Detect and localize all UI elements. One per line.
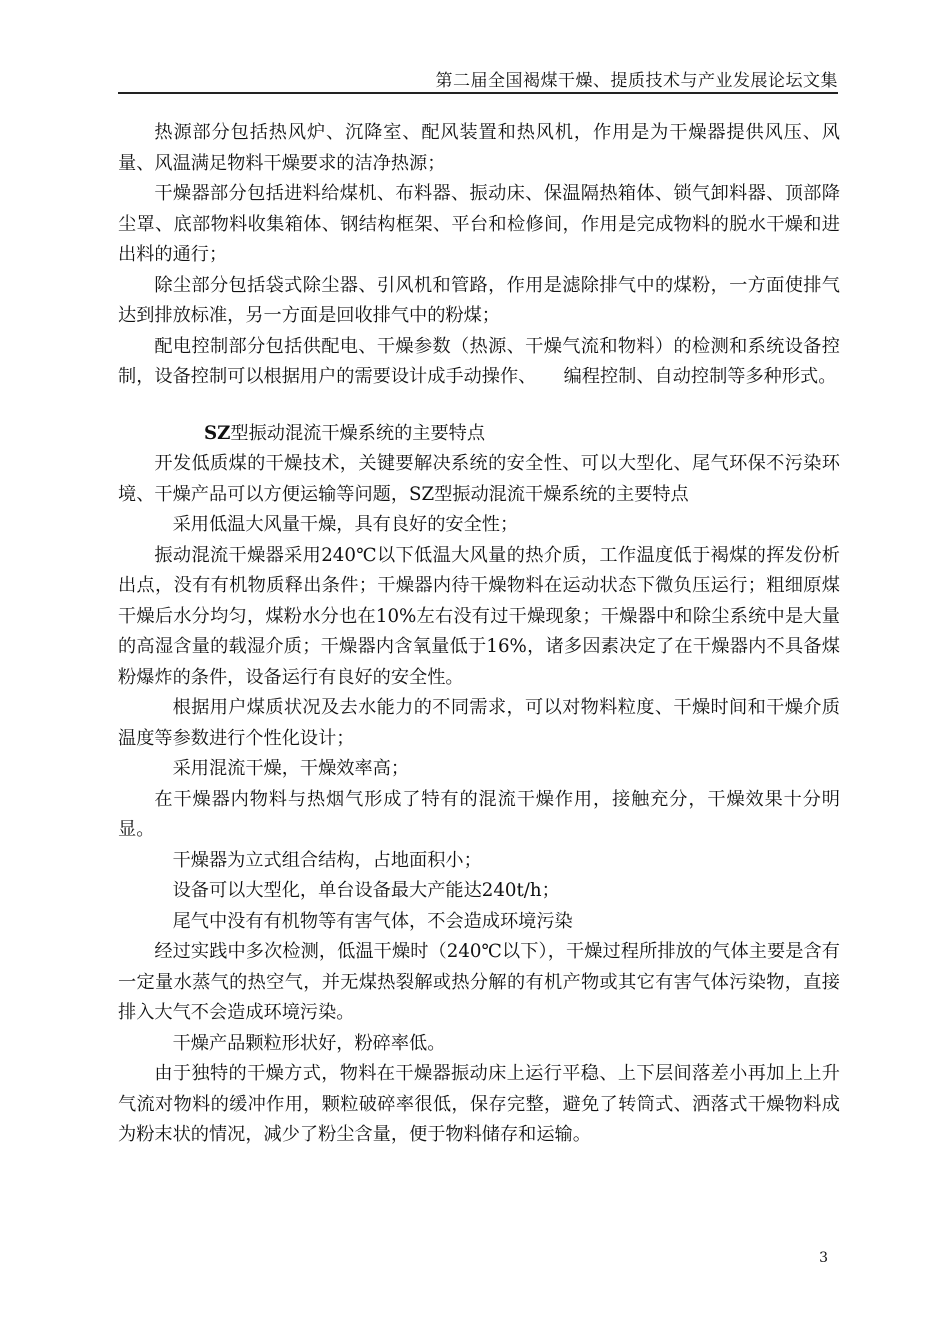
paragraph-control: 配电控制部分包括供配电、干燥参数（热源、干燥气流和物料）的检测和系统设备控制，设备控制可以根据用户的需要设计成手动操作、 编程控制、自动控制等多种形式。 bbox=[118, 335, 840, 387]
paragraph-intro: 开发低质煤的干燥技术，关键要解决系统的安全性、可以大型化、尾气环保不污染环境、干燥产品可以方便运输等问题，SZ型振动混流干燥系统的主要特点 bbox=[118, 453, 840, 505]
paragraph-heat-source: 热源部分包括热风炉、沉降室、配风装置和热风机，作用是为干燥器提供风压、风量、风温满足物料干燥要求的洁净热源； bbox=[118, 122, 840, 174]
feature-compact: 干燥器为立式组合结构，占地面积小； bbox=[172, 849, 482, 871]
feature-low-temp: 采用低温大风量干燥，具有良好的安全性； bbox=[172, 514, 519, 535]
section-title-text: 型振动混流干燥系统的主要特点 bbox=[230, 422, 486, 444]
header-title: 第二届全国褐煤干燥、提质技术与产业发展论坛文集 bbox=[435, 71, 838, 91]
section-title-model: SZ bbox=[204, 422, 231, 444]
paragraph-safety: 振动混流干燥器采用240℃以下低温大风量的热介质，工作温度低于褐煤的挥发份析出点，没有有机物质释出条件；干燥器内待干燥物料在运动状态下微负压运行；粗细原煤干燥后水分均匀，煤粉水分也在10%左右没有过干燥现象；干燥器中和除尘系统中是大量的高湿含量的载湿介质；干燥器内含氧量低于16%，诸多因素决定了在干燥器内不具备煤粉爆炸的条件，设备运行有良好的安全性。 bbox=[118, 544, 840, 688]
document-body bbox=[118, 118, 840, 1151]
feature-mixed-flow: 采用混流干燥，干燥效率高； bbox=[172, 758, 410, 779]
paragraph-mixed-flow: 在干燥器内物料与热烟气形成了特有的混流干燥作用，接触充分，干燥效果十分明显。 bbox=[118, 788, 840, 840]
page-number: 3 bbox=[819, 1250, 828, 1266]
section-title bbox=[118, 419, 840, 450]
paragraph-dust-removal: 除尘部分包括袋式除尘器、引风机和管路，作用是滤除排气中的煤粉，一方面使排气达到排放标准，另一方面是回收排气中的粉煤； bbox=[118, 274, 840, 326]
page-header bbox=[118, 62, 838, 94]
feature-custom-design: 根据用户煤质状况及去水能力的不同需求，可以对物料粒度、干燥时间和干燥介质温度等参数进行个性化设计； bbox=[118, 697, 840, 749]
paragraph-emission: 经过实践中多次检测，低温干燥时（240℃以下），干燥过程所排放的气体主要是含有一定量水蒸气的热空气，并无煤热裂解或热分解的有机产物或其它有害气体污染物，直接排入大气不会造成环境污染。 bbox=[118, 941, 840, 1023]
feature-particle: 干燥产品颗粒形状好，粉碎率低。 bbox=[172, 1032, 446, 1054]
paragraph-dryer: 干燥器部分包括进料给煤机、布料器、振动床、保温隔热箱体、锁气卸料器、顶部降尘罩、底部物料收集箱体、钢结构框架、平台和检修间，作用是完成物料的脱水干燥和进出料的通行； bbox=[118, 183, 840, 265]
paragraph-particle: 由于独特的干燥方式，物料在干燥器振动床上运行平稳、上下层间落差小再加上上升气流对物料的缓冲作用，颗粒破碎率很低，保存完整，避免了转筒式、洒落式干燥物料成为粉末状的情况，减少了粉尘含量，便于物料储存和运输。 bbox=[118, 1063, 840, 1145]
feature-large-scale: 设备可以大型化，单台设备最大产能达240t/h； bbox=[172, 880, 560, 901]
feature-no-pollution: 尾气中没有有机物等有害气体，不会造成环境污染 bbox=[172, 910, 573, 932]
